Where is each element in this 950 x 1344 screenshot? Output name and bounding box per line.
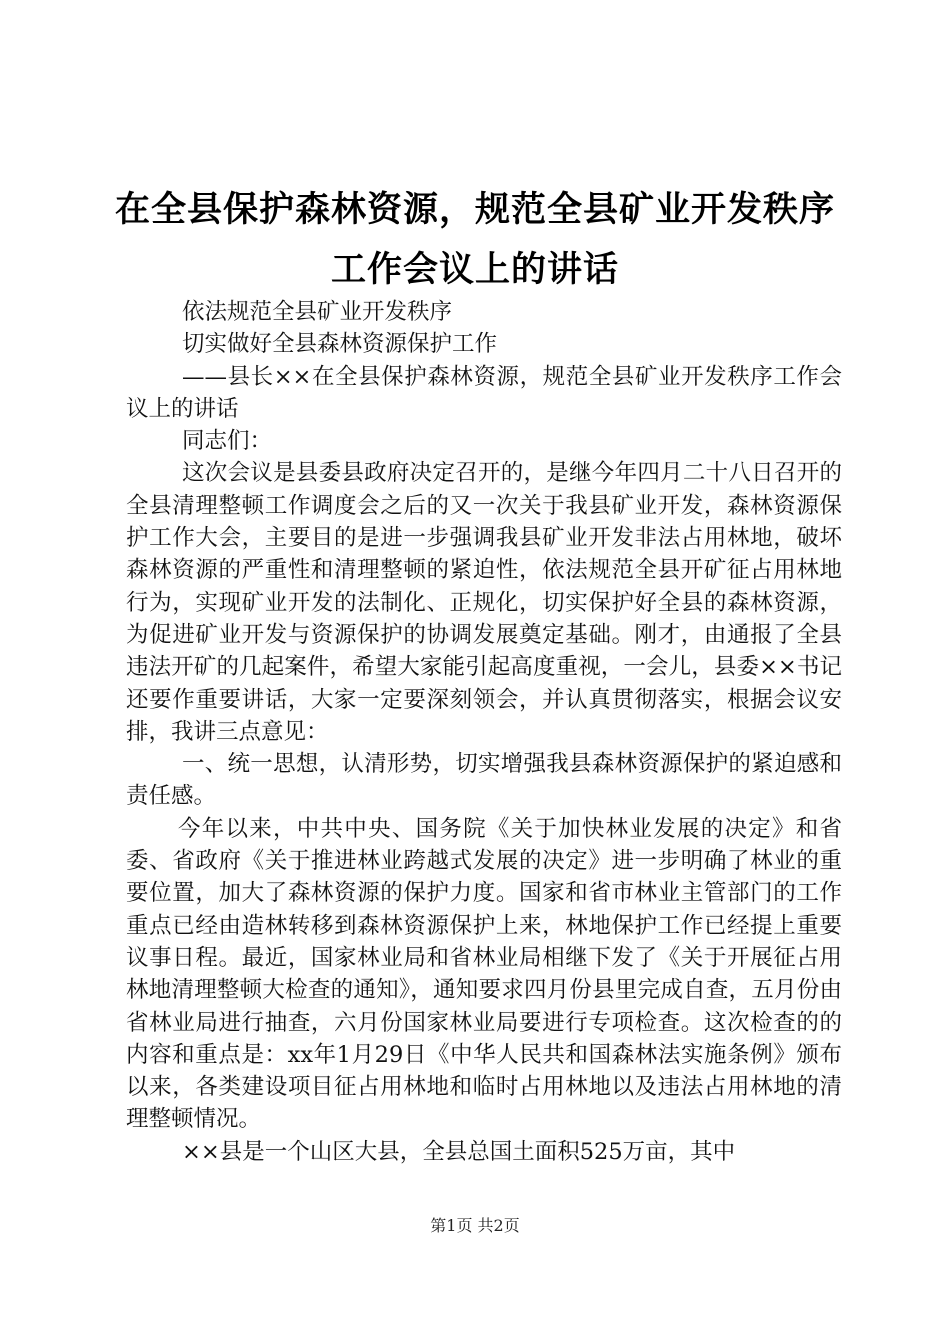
subtitle-line-1: 依法规范全县矿业开发秩序	[182, 299, 453, 325]
document-title-line-2: 工作会议上的讲话	[330, 250, 619, 290]
speaker-attribution: ——县长××在全县保护森林资源，规范全县矿业开发秩序工作会议上的讲话	[126, 363, 842, 422]
page-number: 第1页 共2页	[430, 1216, 520, 1235]
body-paragraph: 今年以来，中共中央、国务院《关于加快林业发展的决定》和省委、省政府《关于推进林业跨越式发展的决定》进一步明确了林业的重要位置，加大了森林资源的保护力度。国家和省市林业主管部门的工作重点已经由造林转移到森林资源保护上来，林地保护工作已经提上重要议事日程。最近，国家林业局和省林业局相继下发了《关于开展征占用林地清理整顿大检查的通知》，通知要求四月份县里完成自查，五月份由省林业局进行抽查，六月份国家林业局要进行专项检查。这次检查的的内容和重点是：xx年1月29日《中华人民共和国森林法实施条例》颁布以来，各类建设项目征占用林地和临时占用林地以及违法占用林地的清理整顿情况。	[126, 815, 842, 1133]
subtitle-line-2: 切实做好全县森林资源保护工作	[182, 331, 498, 358]
salutation: 同志们：	[182, 428, 273, 455]
section-heading: 一、统一思想，认清形势，切实增强我县森林资源保护的紧迫感和责任感。	[126, 751, 842, 810]
document-body	[126, 296, 842, 1168]
body-paragraph: 这次会议是县委县政府决定召开的，是继今年四月二十八日召开的全县清理整顿工作调度会之后的又一次关于我县矿业开发，森林资源保护工作大会，主要目的是进一步强调我县矿业开发非法占用林地，破坏森林资源的严重性和清理整顿的紧迫性，依法规范全县开矿征占用林地行为，实现矿业开发的法制化、正规化，切实保护好全县的森林资源，为促进矿业开发与资源保护的协调发展奠定基础。刚才，由通报了全县违法开矿的几起案件，希望大家能引起高度重视，一会儿，县委××书记还要作重要讲话，大家一定要深刻领会，并认真贯彻落实，根据会议安排，我讲三点意见：	[126, 460, 842, 745]
body-paragraph: ××县是一个山区大县，全县总国土面积525万亩，其中	[182, 1138, 736, 1165]
document-title-line-1: 在全县保护森林资源，规范全县矿业开发秩序	[114, 190, 835, 230]
